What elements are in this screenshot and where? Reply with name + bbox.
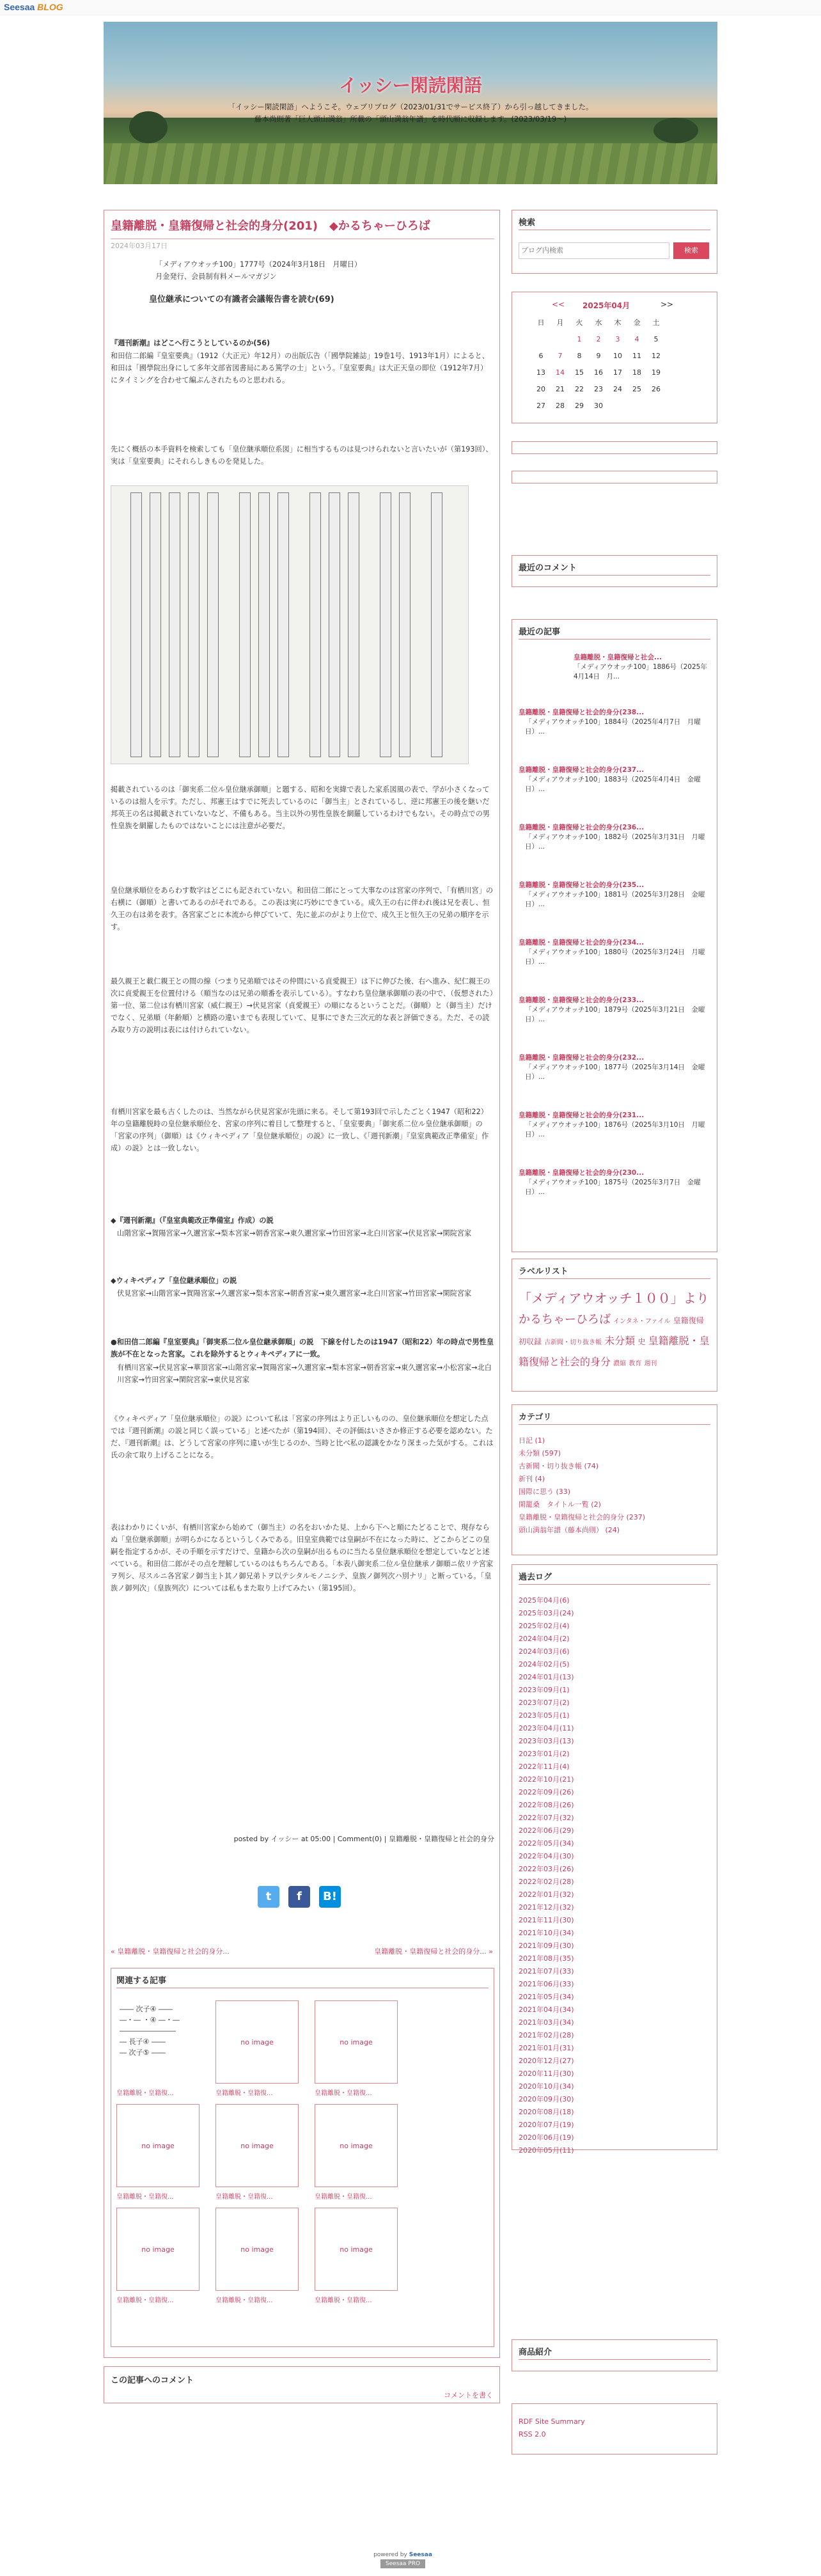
next-post-link[interactable]: 皇籍離脱・皇籍復帰と社会的身分... » [374, 1947, 493, 1956]
category-item[interactable]: 未分類 (597) [519, 1449, 561, 1457]
archives: 過去ログ 2025年04月(6) 2025年03月(24) 2025年02月(4) 2024年04月(2) 2024年03月(6) 2024年02月(5) 2024年01月(13) 2023年09月(1) 2023年07月(2) 2023年05月(1) 2023年04月(11) 2023年03月(13) 2023年01月(2) 2022年11月(4) 2022年10月(21) 2022年09月(26) 2022年08月(26) 2022年07月(32) 2022年06月(29) 2022年05月(34) 2022年04月(30) 2022年03月(26) 2022年02月(28) 2022年01月(32) 2021年12月(32) 2021年11月(30) 2021年10月(34) 2021年09月(30) 2021年08月(35) 2021年07月(33) 2021年06月(33) 2021年05月(34) 2021年04月(34) 2021年03月(34) 2021年02月(28) 2021年01月(31) 2020年12月(27) 2020年11月(30) 2020年10月(34) 2020年09月(30) 2020年08月(18) 2020年07月(19) 2020年06月(19) 2020年05月(11) [512, 1564, 717, 2150]
list-heading: ●和田信二郎編『皇室要典』「御実系二位ル皇位継承御順」の説 下線を付したのは1947（昭和22）年の時点で男性皇族が不在となった宮家。これを除外するとウィキペディアに一致。 [111, 1338, 494, 1358]
recent-post-item[interactable]: 皇籍離脱・皇籍復帰と社会的身分(237... 「メディアウオッチ100」1883号（2025年4月4日 金曜日）... [519, 766, 701, 793]
powered-by: powered by Seesaa Seesaa PRO [373, 2552, 432, 2567]
archive-item[interactable]: 2022年02月(28) [519, 1878, 574, 1886]
recent-post-item[interactable]: 皇籍離脱・皇籍復帰と社会的身分(235... 「メディアウオッチ100」1881号（2025年3月28日 金曜日）... [519, 881, 705, 908]
archive-item[interactable]: 2023年07月(2) [519, 1699, 570, 1707]
archive-item[interactable]: 2022年07月(32) [519, 1814, 574, 1822]
write-comment-link[interactable]: コメントを書く [444, 2391, 493, 2399]
archive-list [519, 1594, 710, 2157]
search-heading: 検索 [519, 216, 535, 228]
comments-section [104, 2366, 500, 2403]
archive-item[interactable]: 2021年06月(33) [519, 1980, 574, 1988]
rss-link[interactable]: RSS 2.0 [519, 2430, 546, 2439]
category-item[interactable]: 日記 (1) [519, 1436, 545, 1445]
archive-item[interactable]: 2022年03月(26) [519, 1865, 574, 1873]
archive-item[interactable]: 2022年11月(4) [519, 1763, 570, 1771]
calendar-grid: 日 月 火 水 木 金 土 1 2 3 4 5 6 7 8 9 10 11 12 13 14 15 16 17 18 19 20 21 22 23 24 25 26 27 28 29 30 [536, 318, 661, 410]
blog-header [104, 22, 717, 184]
archive-item[interactable]: 2022年01月(32) [519, 1890, 574, 1899]
archive-item[interactable]: 2024年03月(6) [519, 1647, 570, 1656]
archive-item[interactable]: 2021年08月(35) [519, 1954, 574, 1963]
search-box [512, 210, 717, 274]
twitter-share-icon[interactable]: t [258, 1886, 279, 1908]
archive-item[interactable]: 2025年03月(24) [519, 1609, 574, 1617]
archive-item[interactable]: 2025年04月(6) [519, 1596, 570, 1605]
archive-item[interactable]: 2022年09月(26) [519, 1788, 574, 1796]
recent-post-item[interactable]: 皇籍離脱・皇籍復帰と社会的身分(236... 「メディアウオッチ100」1882号（2025年3月31日 月曜日）... [519, 824, 705, 851]
archive-item[interactable]: 2021年04月(34) [519, 2006, 574, 2014]
archive-item[interactable]: 2020年11月(30) [519, 2069, 574, 2078]
post-paragraph: 先にく概括の本手資料を検索しても「皇位継承順位系図」に相当するものは見つけられないと言いたいが（第193回）、実は「皇室要典」にそれらしきものを発見した。 [111, 445, 493, 466]
calendar-next[interactable]: >> [661, 300, 674, 309]
list-body: 伏見宮家→山階宮家→賀陽宮家→久邇宮家→梨本宮家→朝香宮家→東久邇宮家→北白川宮家→竹田宮家→閑院宮家 [117, 1289, 472, 1298]
post-paragraph: 和田信二郎編『皇室要典』（1912（大正元）年12月）の出版広告（「國學院雑誌」19巻1号、1913年1月）によると、和田は「國學院出身にして多年文部省図書局にある篤学の士」という。『皇室要典』は大正天皇の即位（1912年7月）にタイミングを合わせて編ぶんされたものと思われる。 [111, 352, 489, 384]
list-body: 有栖川宮家→伏見宮家→華頂宮家→山階宮家→賀陽宮家→久邇宮家→梨本宮家→朝香宮家→東久邇宮家→小松宮家→北白川宮家→竹田宮家→閑院宮家→東伏見宮家 [117, 1363, 492, 1384]
related-thumb-text: ―― 次子④ ―― ―・― ・④ ―・― ―――――――― ― 長子④ ―― ― 次子⑤ ―― [116, 2000, 199, 2084]
archive-item[interactable]: 2022年06月(29) [519, 1826, 574, 1835]
post-title[interactable]: 皇籍離脱・皇籍復帰と社会的身分(201) ◆かるちゃーひろば [111, 217, 494, 239]
prev-post-link[interactable]: « 皇籍離脱・皇籍復帰と社会的身分... [111, 1947, 230, 1956]
archive-item[interactable]: 2021年02月(28) [519, 2031, 574, 2039]
post-paragraph: 皇位継承順位をあらわす数字はどこにも記されていない。和田信二郎にとって大事なのは宮家の序列で、「有栖川宮」の右横に（御順）と書いてあるのがそれである。この表は実に巧妙にできている。成久王の右に伴われ後は兄を表し、恒久王の右は弟を表す。各宮家ごとに本流から伸びていて、先に並ぶのがより上位で、成久王と恒久王の兄弟の順序を示す。 [111, 886, 494, 931]
main-column [104, 210, 500, 2358]
category-item[interactable]: 閑籠桑 タイトル一覧 (2) [519, 1500, 601, 1509]
recent-post-item[interactable]: 皇籍離脱・皇籍復帰と社会的身分(234... 「メディアウオッチ100」1880号（2025年3月24日 月曜日）... [519, 939, 705, 966]
archive-item[interactable]: 2021年11月(30) [519, 1916, 574, 1924]
post-subheading: 『週刊新潮』はどこへ行こうとしているのか(56) [111, 339, 270, 347]
feeds [512, 2403, 717, 2454]
post-intro: 「メディアウオッチ100」1777号（2024年3月18日 月曜日） 月金発行、会員制有料メールマガジン [155, 260, 362, 281]
site-title[interactable]: イッシー閑読閑語 [339, 75, 482, 96]
post-paragraph: 《ウィキペディア「皇位継承順位」の説》について私は「宮家の序列はより正しいものの、皇位継承順位を想定した点では『週刊新潮』の説と同じく誤っている」と述べたが（第194回）、その評価はいささか修正する必要を認めない。ただ、『週刊新潮』は、どうして宮家の序列に違いが生じるのか、当時と比べ私の認識をかなり深まった気がする。これは氏の余て取り上げることになる。 [111, 1415, 494, 1459]
list-heading: ◆『週刊新潮』（『皇室典範改正準備室』作成）の説 [111, 1216, 274, 1225]
products: 商品紹介 [512, 2339, 717, 2371]
archive-item[interactable]: 2020年06月(19) [519, 2133, 574, 2142]
calendar [512, 292, 717, 423]
seesaa-pro-badge[interactable]: Seesaa PRO [380, 2559, 425, 2568]
post-paragraph: 最久親王と載仁親王との間の線（つまり兄弟順ではその仲間にいる貞愛親王）は下に伸びた後、右へ進み、紀仁親王の次に貞愛親王を位置付ける（順当なのは兄弟の順番を表示している）。すなわち皇位継承御順の表の中で、（仮想された）第一位、第二位は有栖川宮家（威仁親王）→伏見宮家（貞愛親王）の順になるということだ。（御順）と（御当主）だけでなく、兄弟順（年齢順）と横路の違いまでも表現していて、見事にできた三次元的な表と評価できる。ただ、その読み取り方の説明は表には付けられていない。 [111, 977, 494, 1034]
recent-post-item[interactable]: 皇籍離脱・皇籍復帰と社会的身分(233... 「メディアウオッチ100」1879号（2025年3月21日 金曜日）... [519, 996, 705, 1023]
seesaa-topbar [0, 0, 821, 15]
post-paragraph: 有栖川宮家を最も古くしたのは、当然ながら伏見宮家が先頭に来る。そして第193回で示したごとく1947（昭和22）年の皇籍離脱時の皇位継承順位を、宮家の序列に着目して整理すると、「皇室要典」「御実系二位ル皇位継承御順」の「宮家の序列」（御順）は《ウィキペディア「皇位継承順位」の説》に一致し、《「週刊新潮」『皇室典範改正準備室」作成）の説》とは一致しない。 [111, 1108, 489, 1152]
tag-cloud[interactable]: 「メディアウオッチ１００」より かるちゃーひろば インタネ・ファイル 皇籍復帰 初収録 古新聞・切り抜き帳 未分類 史 皇籍離脱・皇籍復帰と社会的身分 濃縮 教育 週刊 [519, 1291, 710, 1368]
recent-posts: 最近の記事 皇籍離脱・皇籍復帰と社会... 「メディアウオッチ100」1886号（2025年4月14日 月... 皇籍離脱・皇籍復帰と社会的身分(238... 「メディアウオッチ100」1884号（2025年4月7日 月曜日）... 皇籍離脱・皇籍復帰と社会的身分(237... 「メディアウオッチ100」1883号（2025年4月4日 金曜日）... 皇籍離脱・皇籍復帰と社会的身分(236... 「メディアウオッチ100」1882号（2025年3月31日 月曜日）... 皇籍離脱・皇籍復帰と社会的身分(235... 「メディアウオッチ100」1881号（2025年3月28日 金曜日）... 皇籍離脱・皇籍復帰と社会的身分(234... 「メディアウオッチ100」1880号（2025年3月24日 月曜日）... 皇籍離脱・皇籍復帰と社会的身分(233... 「メディアウオッチ100」1879号（2025年3月21日 金曜日）... 皇籍離脱・皇籍復帰と社会的身分(232... 「メディアウオッチ100」1877号（2025年3月14日 金曜日）... 皇籍離脱・皇籍復帰と社会的身分(231... 「メディアウオッチ100」1876号（2025年3月10日 月曜日）... 皇籍離脱・皇籍復帰と社会的身分(230... 「メディアウオッチ100」1875号（2025年3月7日 金曜日）... [512, 619, 717, 1252]
calendar-title: 2025年04月 [583, 301, 630, 310]
facebook-share-icon[interactable]: f [288, 1886, 310, 1908]
archive-item[interactable]: 2022年08月(26) [519, 1801, 574, 1809]
category-item[interactable]: 頭山満翁年譜（藤本尚則） (24) [519, 1526, 620, 1534]
post-paragraph: 掲載されているのは「御実系二位ル皇位継承御順」と題する、昭和を実緯で表した家系図風の表で、学が小さくなっているのは拙人を示す。ただし、邦憲王はすでに死去しているのに「御当主」とされているし、逆に邦憲王の後を継いだ邦英王の名は掲載されていないなど、不備もある。当主以外の男性皇族を網羅しているわけでもない。その時点での男性皇族を網羅したものではないことには注意が必要だ。 [111, 785, 490, 830]
archive-item[interactable]: 2021年09月(30) [519, 1942, 574, 1950]
archive-item[interactable]: 2022年10月(21) [519, 1775, 574, 1784]
archive-item[interactable]: 2024年02月(5) [519, 1660, 570, 1669]
archive-item[interactable]: 2023年01月(2) [519, 1750, 570, 1758]
archive-item[interactable]: 2021年10月(34) [519, 1929, 574, 1937]
archive-item[interactable]: 2022年05月(34) [519, 1839, 574, 1848]
post-paragraph: 表はわかりにくいが、有栖川宮家から始めて（御当主）の名をおいかた見、上から下へと順にたどることで、現存ならぬ「皇位継承御順」が明らかになるというしくみである。旧皇室典範では皇嗣が不在になった時に、どこからどこの皇嗣を指定するかが、その手順を示すだけで、皇籍から次の皇嗣が出るものに当たる皇位継承順位を想定していなどと述べている。和田信二郎がその点を理解しているのはもちろんである。「本表八御実系二位ル皇位継承ノ御順ニ依リテ宮家ヲ列シ、尽スルニ各宮家ノ御当主ト其ノ御兄弟トヲ以テシタルモノニシテ、皇族ノ御列次ハ別ナリ」と断っている。「皇族ノ御列次」（皇族列次）については私もまた取り上げてみたい（第195回）。 [111, 1523, 494, 1592]
archive-item[interactable]: 2020年12月(27) [519, 2057, 574, 2065]
archive-item[interactable]: 2021年03月(34) [519, 2018, 574, 2027]
category-item[interactable]: 古新聞・切り抜き帳 (74) [519, 1462, 599, 1470]
archive-item[interactable]: 2021年07月(33) [519, 1967, 574, 1975]
recent-comments: 最近のコメント [512, 555, 717, 587]
site-description: 「イッシー閑読閑語」へようこそ。ウェブリブログ（2023/01/31でサービス終了）から引っ越してきました。 藤本尚則著「巨人頭山満翁」所載の「頭山満翁年譜」を時代順に収録します。(2023/03/19〜) [228, 102, 593, 123]
list-body: 山階宮家→賀陽宮家→久邇宮家→梨本宮家→朝香宮家→東久邇宮家→竹田宮家→北白川宮家→伏見宮家→閑院宮家 [117, 1229, 472, 1237]
category-item[interactable]: 新刊 (4) [519, 1475, 545, 1483]
archive-item[interactable]: 2024年04月(2) [519, 1635, 570, 1643]
category-list [519, 1434, 710, 1537]
search-button[interactable]: 検索 [673, 242, 709, 259]
archive-item[interactable]: 2021年05月(34) [519, 1993, 574, 2001]
recent-post-item[interactable]: 皇籍離脱・皇籍復帰と社会的身分(230... 「メディアウオッチ100」1875号（2025年3月7日 金曜日）... [519, 1169, 701, 1196]
recent-post-item[interactable]: 皇籍離脱・皇籍復帰と社会的身分(238... 「メディアウオッチ100」1884号（2025年4月7日 月曜日）... [519, 709, 701, 735]
recent-post-item[interactable]: 皇籍離脱・皇籍復帰と社会... 「メディアウオッチ100」1886号（2025年4月14日 月... [574, 654, 707, 680]
search-input[interactable] [519, 242, 669, 259]
archive-item[interactable]: 2023年03月(13) [519, 1737, 574, 1745]
archive-item[interactable]: 2020年10月(34) [519, 2082, 574, 2091]
category-item[interactable]: 皇籍離脱・皇籍復帰と社会的身分 (237) [519, 1513, 646, 1521]
calendar-prev[interactable]: << [552, 300, 565, 309]
archive-item[interactable]: 2023年05月(1) [519, 1711, 570, 1720]
category-item[interactable]: 国際に思う (33) [519, 1488, 571, 1496]
feed-links [519, 2415, 710, 2441]
archive-item[interactable]: 2020年05月(11) [519, 2146, 574, 2155]
archive-item[interactable]: 2023年04月(11) [519, 1724, 574, 1732]
archive-item[interactable]: 2020年08月(18) [519, 2108, 574, 2116]
archive-item[interactable]: 2021年12月(32) [519, 1903, 574, 1912]
label-list: ラベルリスト 「メディアウオッチ１００」より かるちゃーひろば インタネ・ファイル 皇籍復帰 初収録 古新聞・切り抜き帳 未分類 史 皇籍離脱・皇籍復帰と社会的身分 濃縮 教育 週刊 [512, 1259, 717, 1392]
post-footer[interactable]: posted by イッシー at 05:00 | Comment(0) | 皇籍離脱・皇籍復帰と社会的身分 [233, 1835, 494, 1843]
archive-item[interactable]: 2020年09月(30) [519, 2095, 574, 2103]
empty-widget [512, 471, 717, 483]
recent-post-item[interactable]: 皇籍離脱・皇籍復帰と社会的身分(231... 「メディアウオッチ100」1876号（2025年3月10日 月曜日）... [519, 1111, 705, 1138]
related-heading: 関連する記事 [116, 1974, 166, 1986]
archive-item[interactable]: 2022年04月(30) [519, 1852, 574, 1860]
archive-item[interactable]: 2020年07月(19) [519, 2121, 574, 2129]
list-heading: ◆ウィキペディア「皇位継承順位」の説 [111, 1276, 237, 1285]
hatena-bookmark-icon[interactable]: B! [319, 1886, 341, 1908]
related-posts: 関連する記事 ―― 次子④ ―― ―・― ・④ ―・― ―――――――― ― 長子④ ―― ― 次子⑤ ―― 皇籍離脱・皇籍復... no image 皇籍離脱・皇籍復... no image 皇籍離脱・皇籍復... no image 皇籍離脱・皇籍復... no image 皇籍離脱・皇籍復... no image 皇籍離脱・皇籍復... no image 皇籍離脱・皇籍復... no image 皇籍離脱・皇籍復... no image 皇籍離脱・皇籍復... [111, 1968, 494, 2347]
empty-widget [512, 441, 717, 454]
archive-item[interactable]: 2021年01月(31) [519, 2044, 574, 2052]
comments-heading: この記事へのコメント [111, 2376, 194, 2385]
categories: カテゴリ 日記 (1) 未分類 (597) 古新聞・切り抜き帳 (74) 新刊 (4) 国際に思う (33) 閑籠桑 タイトル一覧 (2) 皇籍離脱・皇籍復帰と社会的身分 (237) 頭山満翁年譜（藤本尚則） (24) [512, 1404, 717, 1555]
seesaa-logo[interactable]: Seesaa BLOG [4, 2, 63, 12]
archive-item[interactable]: 2025年02月(4) [519, 1622, 570, 1630]
archive-item[interactable]: 2024年01月(13) [519, 1673, 574, 1681]
scanned-table-image [111, 485, 469, 764]
post-date: 2024年03月17日 [111, 242, 168, 250]
rdf-link[interactable]: RDF Site Summary [519, 2417, 585, 2426]
post-heading: 皇位継承についての有識者会議報告書を読む(69) [149, 295, 334, 304]
recent-post-item[interactable]: 皇籍離脱・皇籍復帰と社会的身分(232... 「メディアウオッチ100」1877号（2025年3月14日 金曜日）... [519, 1054, 705, 1081]
archive-item[interactable]: 2023年09月(1) [519, 1686, 570, 1694]
